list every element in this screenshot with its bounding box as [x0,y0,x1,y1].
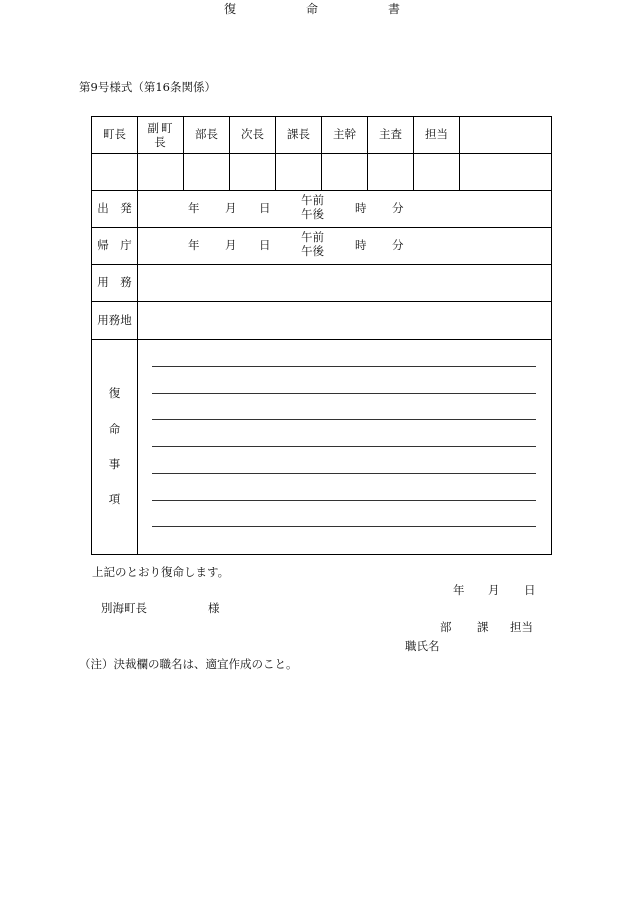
stamp-cell-deputy-director[interactable] [230,154,275,190]
approval-header-director: 部長 [195,127,218,141]
report-writing-line [152,446,536,447]
document-title [0,0,630,14]
return-hour-unit: 時 [355,238,367,252]
footer-date-year: 年 [453,583,465,597]
stamp-cell-chief-officer[interactable] [322,154,367,190]
return-datetime-field[interactable] [138,228,551,264]
title-char-1: 復 [224,2,237,16]
stamp-cell-director[interactable] [184,154,229,190]
departure-datetime-field[interactable] [138,191,551,227]
form-number-label: 第9号様式（第16条関係） [79,80,216,94]
departure-pm: 午後 [301,207,324,221]
location-label: 用務地 [97,313,132,327]
departure-label: 出 発 [97,201,132,215]
return-pm: 午後 [301,244,324,258]
report-label-char-3: 事 [108,457,121,471]
departure-am: 午前 [301,193,324,207]
report-writing-line [152,366,536,367]
stamp-cell-section-chief[interactable] [276,154,321,190]
addressee-honorific: 様 [208,601,220,615]
stamp-cell-extra[interactable] [460,154,551,190]
footer-date-month: 月 [488,583,500,597]
departure-minute-unit: 分 [392,201,404,215]
departure-hour-unit: 時 [355,201,367,215]
report-writing-line [152,526,536,527]
approval-header-mayor: 町長 [103,127,126,141]
signer-section: 課 [477,620,489,634]
departure-day-unit: 日 [259,201,271,215]
title-char-2: 命 [306,2,319,16]
approval-header-deputy-mayor: 副町長 [147,121,175,149]
return-year-unit: 年 [188,238,200,252]
report-statement: 上記のとおり復命します。 [92,565,230,579]
report-writing-line [152,393,536,394]
addressee: 別海町長 [101,601,147,615]
return-day-unit: 日 [259,238,271,252]
business-field[interactable] [138,265,551,301]
signer-charge: 担当 [510,620,533,634]
location-field[interactable] [138,302,551,339]
approval-header-section-chief: 課長 [287,127,310,141]
report-label-char-4: 項 [108,492,121,506]
signer-department: 部 [440,620,452,634]
report-label-char-2: 命 [108,422,121,436]
return-am: 午前 [301,230,324,244]
departure-year-unit: 年 [188,201,200,215]
stamp-cell-inspector[interactable] [368,154,413,190]
footer-date-day: 日 [524,583,536,597]
title-char-3: 書 [388,2,401,16]
return-label: 帰 庁 [97,238,132,252]
return-month-unit: 月 [225,238,237,252]
signer-name-label: 職氏名 [405,639,440,653]
footnote: （注）決裁欄の職名は、適宜作成のこと。 [79,657,298,671]
approval-header-chief-officer: 主幹 [333,127,356,141]
departure-month-unit: 月 [225,201,237,215]
stamp-cell-deputy-mayor[interactable] [138,154,183,190]
approval-header-inspector: 主査 [379,127,402,141]
stamp-cell-staff[interactable] [414,154,459,190]
business-label: 用 務 [97,275,132,289]
report-details-field[interactable] [138,340,551,554]
approval-header-deputy-director: 次長 [241,127,264,141]
stamp-cell-mayor[interactable] [92,154,137,190]
approval-header-staff: 担当 [425,127,448,141]
report-label-char-1: 復 [108,386,121,400]
report-writing-line [152,419,536,420]
return-minute-unit: 分 [392,238,404,252]
report-writing-line [152,473,536,474]
report-writing-line [152,500,536,501]
